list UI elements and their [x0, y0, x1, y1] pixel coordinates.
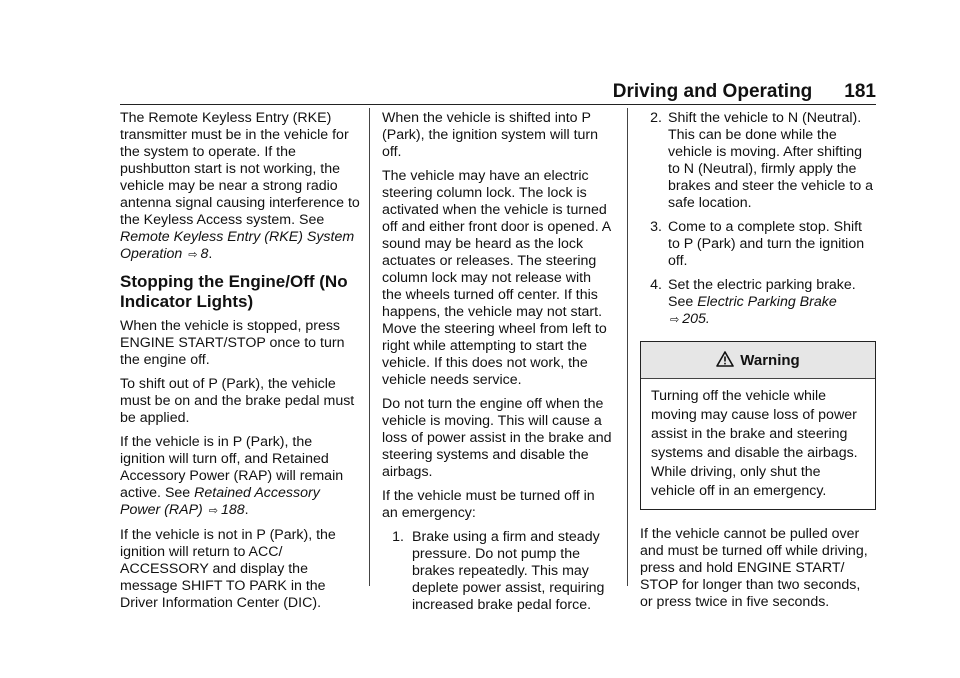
paragraph: When the vehicle is shifted into P (Park), the ignition system will turn off. — [382, 110, 599, 160]
paragraph: Do not turn the engine off when the vehicle is moving. This will cause a loss of power assist in the brake and steering systems and disable the airbags. — [382, 396, 612, 480]
header-divider — [120, 104, 876, 105]
column-divider-2 — [627, 108, 628, 586]
warning-text: Turning off the vehicle while moving may cause loss of power assist in the brake and steering systems and disable the airbags. While driving, only shut the vehicle off in an emergency. — [651, 388, 858, 499]
column-divider-1 — [369, 108, 370, 586]
column-3 — [640, 110, 876, 618]
page-reference[interactable]: 188 — [220, 502, 245, 518]
section-heading: Stopping the Engine/Off (No Indicator Lights) — [120, 272, 348, 311]
paragraph: If the vehicle must be turned off in an emergency: — [382, 488, 595, 521]
section-title: Driving and Operating — [612, 81, 813, 102]
page-ref-arrow-icon: ⇨ — [670, 314, 680, 326]
warning-title: Warning — [740, 351, 800, 369]
paragraph: To shift out of P (Park), the vehicle must be on and the brake pedal must be applied. — [120, 376, 355, 426]
paragraph-rap: If the vehicle is in P (Park), the ignition will turn off, and Retained Accessory Power (RAP) will remain active. See Retained Accessory Power (RAP) ⇨ 188. — [120, 434, 344, 518]
column-2 — [382, 110, 614, 622]
warning-header — [641, 342, 875, 379]
cross-reference-link[interactable]: Remote Keyless Entry (RKE) System Operation — [120, 229, 355, 262]
cross-reference-link[interactable]: Retained Accessory Power (RAP) — [120, 485, 320, 518]
warning-box — [640, 341, 876, 510]
emergency-steps-list — [382, 529, 614, 614]
paragraph: If the vehicle is not in P (Park), the ignition will return to ACC/ ACCESSORY and display the message SHIFT TO PARK in the Driver Information Center (DIC). — [120, 527, 336, 611]
page-ref-arrow-icon: ⇨ — [208, 505, 218, 517]
list-item: 1. Brake using a firm and steady pressure. Do not pump the brakes repeatedly. This may deplete power assist, requiring increased brake pedal force. — [392, 529, 605, 613]
paragraph: If the vehicle cannot be pulled over and must be turned off while driving, press and hold ENGINE START/ STOP for longer than two seconds, or press twice in five seconds. — [640, 526, 868, 610]
page-ref-arrow-icon: ⇨ — [188, 249, 198, 261]
page-header — [120, 81, 876, 103]
page-reference[interactable]: 8 — [200, 246, 209, 262]
cross-reference-link[interactable]: Electric Parking Brake — [697, 294, 837, 310]
list-item: 4. Set the electric parking brake. See Electric Parking Brake ⇨ 205. — [650, 277, 856, 327]
paragraph: When the vehicle is stopped, press ENGINE START/STOP once to turn the engine off. — [120, 318, 345, 368]
paragraph-rke: The Remote Keyless Entry (RKE) transmitter must be in the vehicle for the system to operate. If the pushbutton start is not working, the vehicle may be near a strong radio antenna signal causing interference to the Keyless Access system. See Remote Keyless Entry (RKE) System Operation ⇨ 8. — [120, 110, 360, 262]
list-item: 2. Shift the vehicle to N (Neutral). This can be done while the vehicle is moving. After shifting to N (Neutral), firmly apply the brakes and steer the vehicle to a safe location. — [650, 110, 874, 211]
page-number: 181 — [844, 81, 876, 102]
warning-icon-svg — [716, 351, 734, 367]
warning-icon — [716, 351, 734, 370]
page-reference[interactable]: 205. — [682, 311, 710, 327]
emergency-steps-list-continued — [640, 110, 876, 329]
list-item: 3. Come to a complete stop. Shift to P (Park) and turn the ignition off. — [650, 219, 865, 269]
column-1 — [120, 110, 360, 619]
paragraph: The vehicle may have an electric steering column lock. The lock is activated when the vehicle is turned off and either front door is opened. A sound may be heard as the lock actuates or releases. The steering column lock may not release with the wheels turned off center. If this happens, the vehicle may not start. Move the steering wheel from left to right while attempting to start the vehicle. If this does not work, the vehicle needs service. — [382, 168, 611, 388]
